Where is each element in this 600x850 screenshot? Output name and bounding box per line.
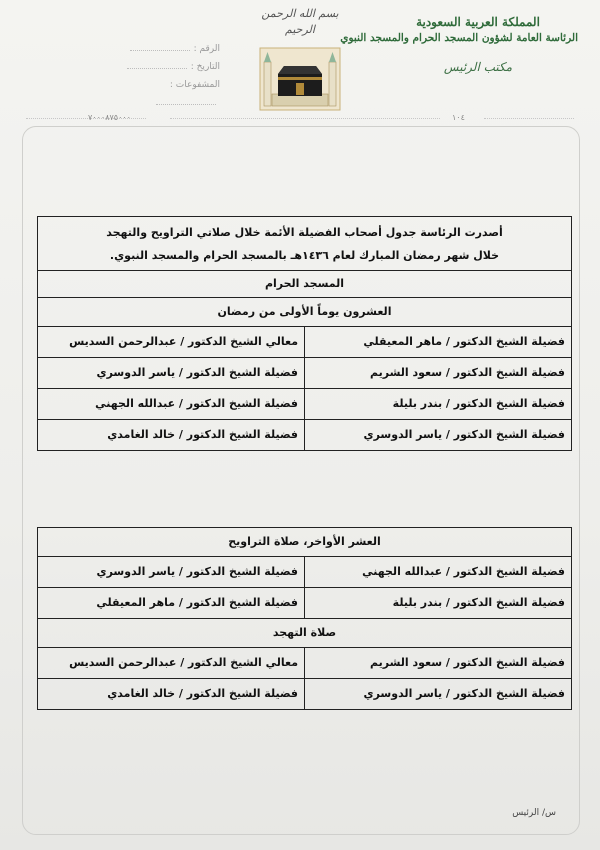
imam-cell: فضيلة الشيخ الدكتور / ياسر الدوسري: [363, 428, 565, 441]
imam-cell: فضيلة الشيخ الدكتور / ياسر الدوسري: [363, 687, 565, 700]
tahajjud-heading: صلاة التهجد: [38, 619, 571, 648]
table-row: [38, 420, 571, 450]
mosque-heading: المسجد الحرام: [38, 271, 571, 298]
date-row: [110, 58, 220, 76]
announcement-line-2: خلال شهر رمضان المبارك لعام ١٤٣٦هـ بالمسجد الحرام والمسجد النبوي.: [109, 249, 500, 262]
ref-number-label: الرقم :: [193, 44, 220, 54]
attachments-label: المشفوعات :: [169, 80, 220, 90]
schedule-table-last-ten: [37, 527, 572, 710]
basmala: بسم الله الرحمن الرحيم: [261, 7, 339, 36]
presidency-name: الرئاسة العامة لشؤون المسجد الحرام والمسجد النبوي: [340, 32, 578, 44]
imam-cell: فضيلة الشيخ الدكتور / عبدالله الجهني: [362, 565, 565, 578]
date-field: [127, 68, 187, 69]
letterhead-organization: [340, 14, 578, 80]
imam-cell: فضيلة الشيخ الدكتور / عبدالله الجهني: [38, 389, 305, 419]
imam-cell: فضيلة الشيخ الدكتور / ياسر الدوسري: [38, 358, 305, 388]
ref-number-field: [130, 50, 190, 51]
country-name: المملكة العربية السعودية: [416, 15, 540, 29]
imam-cell: فضيلة الشيخ الدكتور / سعود الشريم: [369, 656, 565, 669]
imam-cell: معالي الشيخ الدكتور / عبدالرحمن السديس: [38, 648, 305, 678]
table-row: [38, 557, 571, 588]
imam-cell: فضيلة الشيخ الدكتور / خالد الغامدي: [38, 679, 305, 709]
table-row: [38, 679, 571, 709]
kaaba-mosque-emblem-icon: [258, 44, 342, 114]
page-number: ١٠٤: [452, 113, 465, 122]
phone-number: ٧٠٠٠٨٧٥٠٠٠: [88, 113, 131, 122]
footer-note: س/ الرئيس: [512, 808, 556, 818]
letterhead-emblem-block: [245, 6, 355, 114]
reference-fields: [110, 40, 220, 94]
taraweeh-heading: العشر الأواخر، صلاة التراويح: [38, 528, 571, 557]
table-row: [38, 588, 571, 619]
table-row: [38, 358, 571, 389]
imam-cell: فضيلة الشيخ الدكتور / بندر بليلة: [392, 397, 565, 410]
schedule-table-first-twenty: [37, 216, 572, 451]
imam-cell: فضيلة الشيخ الدكتور / بندر بليلة: [392, 596, 565, 609]
imam-cell: فضيلة الشيخ الدكتور / سعود الشريم: [369, 366, 565, 379]
imam-cell: معالي الشيخ الدكتور / عبدالرحمن السديس: [38, 327, 305, 357]
imam-cell: فضيلة الشيخ الدكتور / ماهر المعيقلي: [38, 588, 305, 618]
table-row: [38, 327, 571, 358]
table-row: [38, 389, 571, 420]
office-name: مكتب الرئيس: [443, 60, 513, 74]
divider: [484, 118, 574, 119]
attachments-field: [156, 104, 216, 105]
attachments-row: [110, 76, 220, 94]
imam-cell: فضيلة الشيخ الدكتور / ماهر المعيقلي: [363, 335, 565, 348]
announcement: [38, 217, 571, 271]
imam-cell: فضيلة الشيخ الدكتور / ياسر الدوسري: [38, 557, 305, 587]
period-heading: العشرون يوماً الأولى من رمضان: [38, 298, 571, 327]
date-label: التاريخ :: [190, 62, 220, 72]
table-row: [38, 648, 571, 679]
announcement-line-1: أصدرت الرئاسة جدول أصحاب الفضيلة الأئمة خلال صلاتي التراويح والتهجد: [106, 226, 503, 239]
ref-number-row: [110, 40, 220, 58]
imam-cell: فضيلة الشيخ الدكتور / خالد الغامدي: [38, 420, 305, 450]
divider: [170, 118, 440, 119]
